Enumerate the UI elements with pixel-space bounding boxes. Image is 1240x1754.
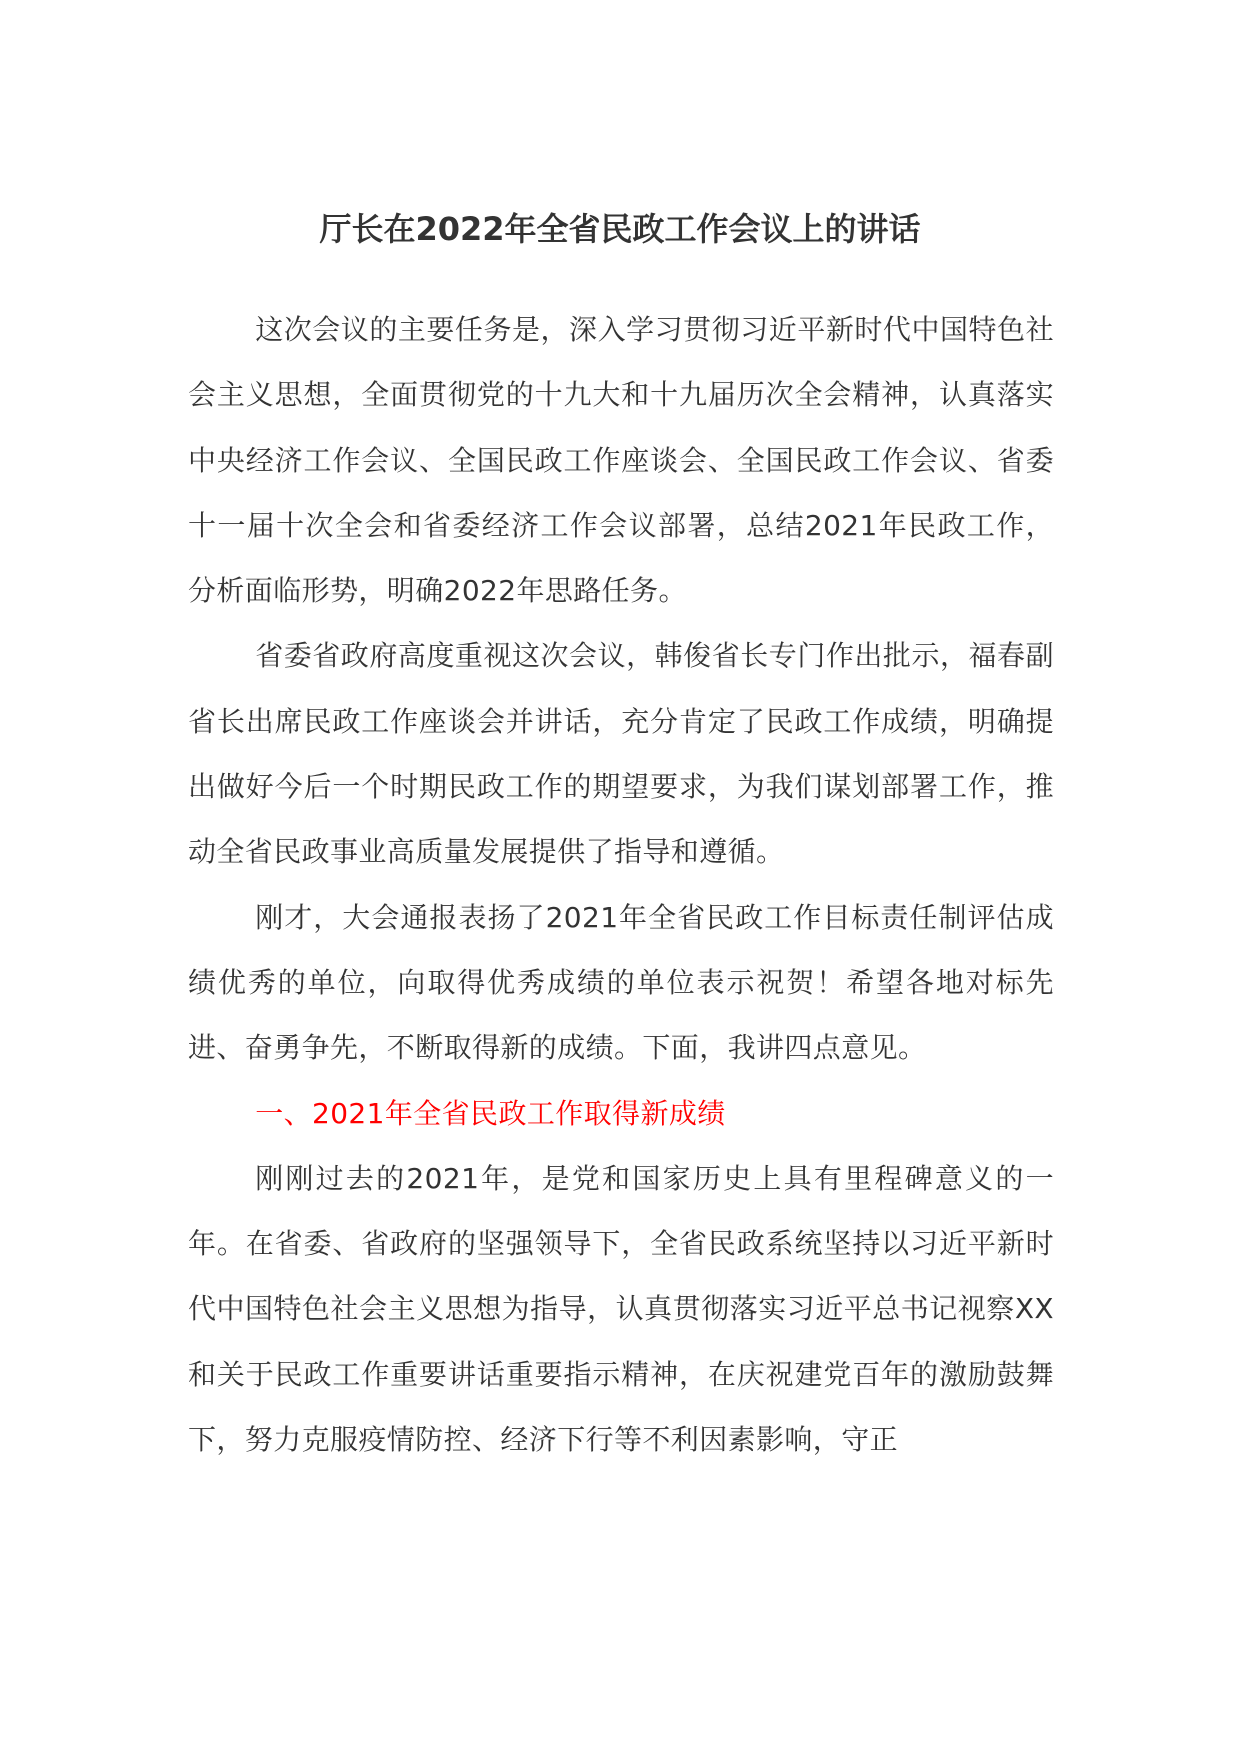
section-heading: 一、2021年全省民政工作取得新成绩 [255,1096,726,1130]
paragraph-commendation: 刚才，大会通报表扬了2021年全省民政工作目标责任制评估成绩优秀的单位，向取得优秀成绩的单位表示祝贺！希望各地对标先进、奋勇争先，不断取得新的成绩。下面，我讲四点意见。 [188,900,1054,1065]
document-body [188,297,1054,1472]
paragraph-meeting-tasks: 这次会议的主要任务是，深入学习贯彻习近平新时代中国特色社会主义思想，全面贯彻党的十九大和十九届历次全会精神，认真落实中央经济工作会议、全国民政工作座谈会、全国民政工作会议、省委十一届十次全会和省委经济工作会议部署，总结2021年民政工作，分析面临形势，明确2022年思路任务。 [188,313,1054,608]
document-title: 厅长在2022年全省民政工作会议上的讲话 [319,210,921,248]
paragraph-leadership-attention: 省委省政府高度重视这次会议，韩俊省长专门作出批示，福春副省长出席民政工作座谈会并讲话，充分肯定了民政工作成绩，明确提出做好今后一个时期民政工作的期望要求，为我们谋划部署工作，推动全省民政事业高质量发展提供了指导和遵循。 [188,639,1054,869]
paragraph-2021-review: 刚刚过去的2021年，是党和国家历史上具有里程碑意义的一年。在省委、省政府的坚强领导下，全省民政系统坚持以习近平新时代中国特色社会主义思想为指导，认真贯彻落实习近平总书记视察XX和关于民政工作重要讲话重要指示精神，在庆祝建党百年的激励鼓舞下，努力克服疫情防控、经济下行等不利因素影响，守正 [188,1161,1054,1457]
